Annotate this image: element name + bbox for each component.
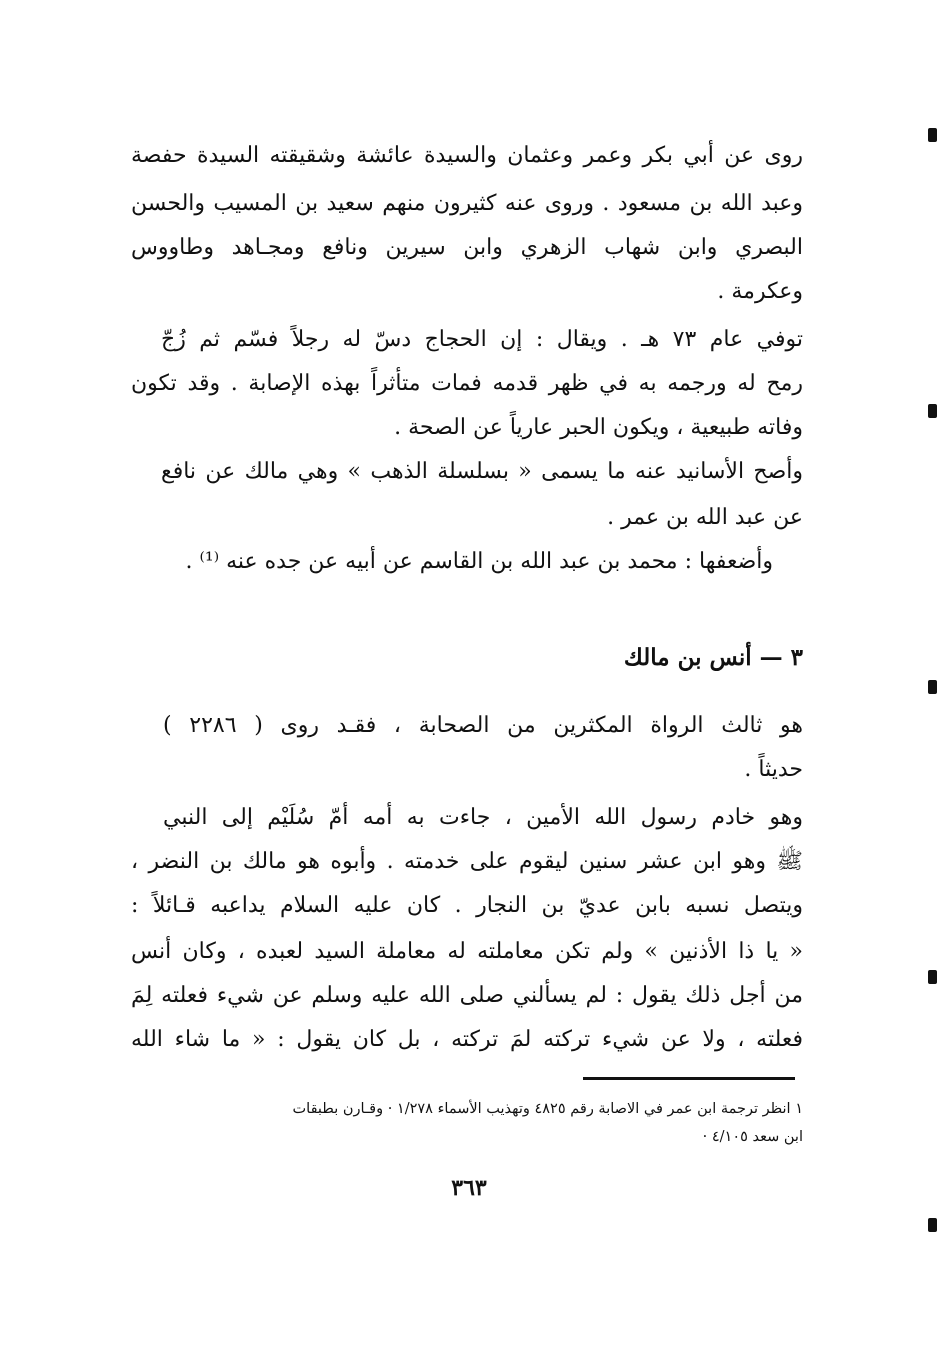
body-line-2: وعبد الله بن مسعود . وروى عنه كثيرون منهم سعيد بن المسيب والحسن [131, 191, 803, 216]
body-line-3: البصري وابن شهاب الزهري وابن سيرين ونافع ومجـاهد وطاووس [131, 235, 803, 260]
section-heading: ٣ — أنس بن مالك [623, 644, 803, 671]
scan-edge-mark [928, 128, 937, 142]
body-line-15: ويتصل نسبه بابن عديّ بن النجار . كان عليه السلام يداعبه قـائلاً : [131, 893, 803, 918]
scan-edge-mark [928, 1218, 937, 1232]
body-line-14: ﷺ وهو ابن عشر سنين ليقوم على خدمته . وأبوه هو مالك بن النضر ، [131, 849, 803, 874]
body-line-6: رمح له ورجمه به في ظهر قدمه فمات متأثراً بهذه الإصابة . وقد تكون [131, 371, 803, 396]
body-line-17: من أجل ذلك يقول : لم يسألني صلى الله عليه وسلم عن شيء فعلته لِمَ [131, 983, 803, 1008]
body-line-8: وأصح الأسانيد عنه ما يسمى « بسلسلة الذهب » وهي مالك عن نافع [161, 459, 803, 484]
body-line-12: حديثاً . [744, 757, 803, 782]
body-line-9: عن عبد الله بن عمر . [607, 505, 803, 530]
footnote-separator [583, 1077, 795, 1080]
body-line-11: هو ثالث الرواة المكثرين من الصحابة ، فقـد روى ( ٢٢٨٦ ) [163, 713, 803, 738]
body-line-4: وعكرمة . [717, 279, 803, 304]
scan-edge-mark [928, 404, 937, 418]
body-line-10: وأضعفها : محمد بن عبد الله بن القاسم عن أبيه عن جده عنه ⁽¹⁾ . [185, 549, 773, 574]
body-line-16: « يا ذا الأذنين » ولم تكن معاملته له معاملة السيد لعبده ، وكان أنس [131, 939, 803, 964]
footnote-line-1: ١ انظر ترجمة ابن عمر في الاصابة رقم ٤٨٢٥ وتهذيب الأسماء ١/٢٧٨ · وقـارن بطبقات [292, 1101, 803, 1117]
body-line-7: وفاته طبيعية ، ويكون الحبر عارياً عن الصحة . [394, 415, 803, 440]
body-line-1: روى عن أبي بكر وعمر وعثمان والسيدة عائشة وشقيقته السيدة حفصة [131, 143, 803, 168]
body-line-18: فعلته ، ولا عن شيء تركته لمَ تركته ، بل كان يقول : « ما شاء الله [131, 1027, 803, 1052]
body-line-5: توفي عام ٧٣ هـ . ويقال : إن الحجاج دسّ له رجلاً فسّم ثم زُجّ [161, 327, 804, 352]
page-number: ٣٦٣ [451, 1175, 487, 1201]
scan-edge-mark [928, 970, 937, 984]
footnote-line-2: ابن سعد ٤/١٠٥ · [702, 1129, 803, 1145]
scan-edge-mark [928, 680, 937, 694]
body-line-13: وهو خادم رسول الله الأمين ، جاءت به أمه أمّ سُلَيْم إلى النبي [163, 805, 803, 830]
